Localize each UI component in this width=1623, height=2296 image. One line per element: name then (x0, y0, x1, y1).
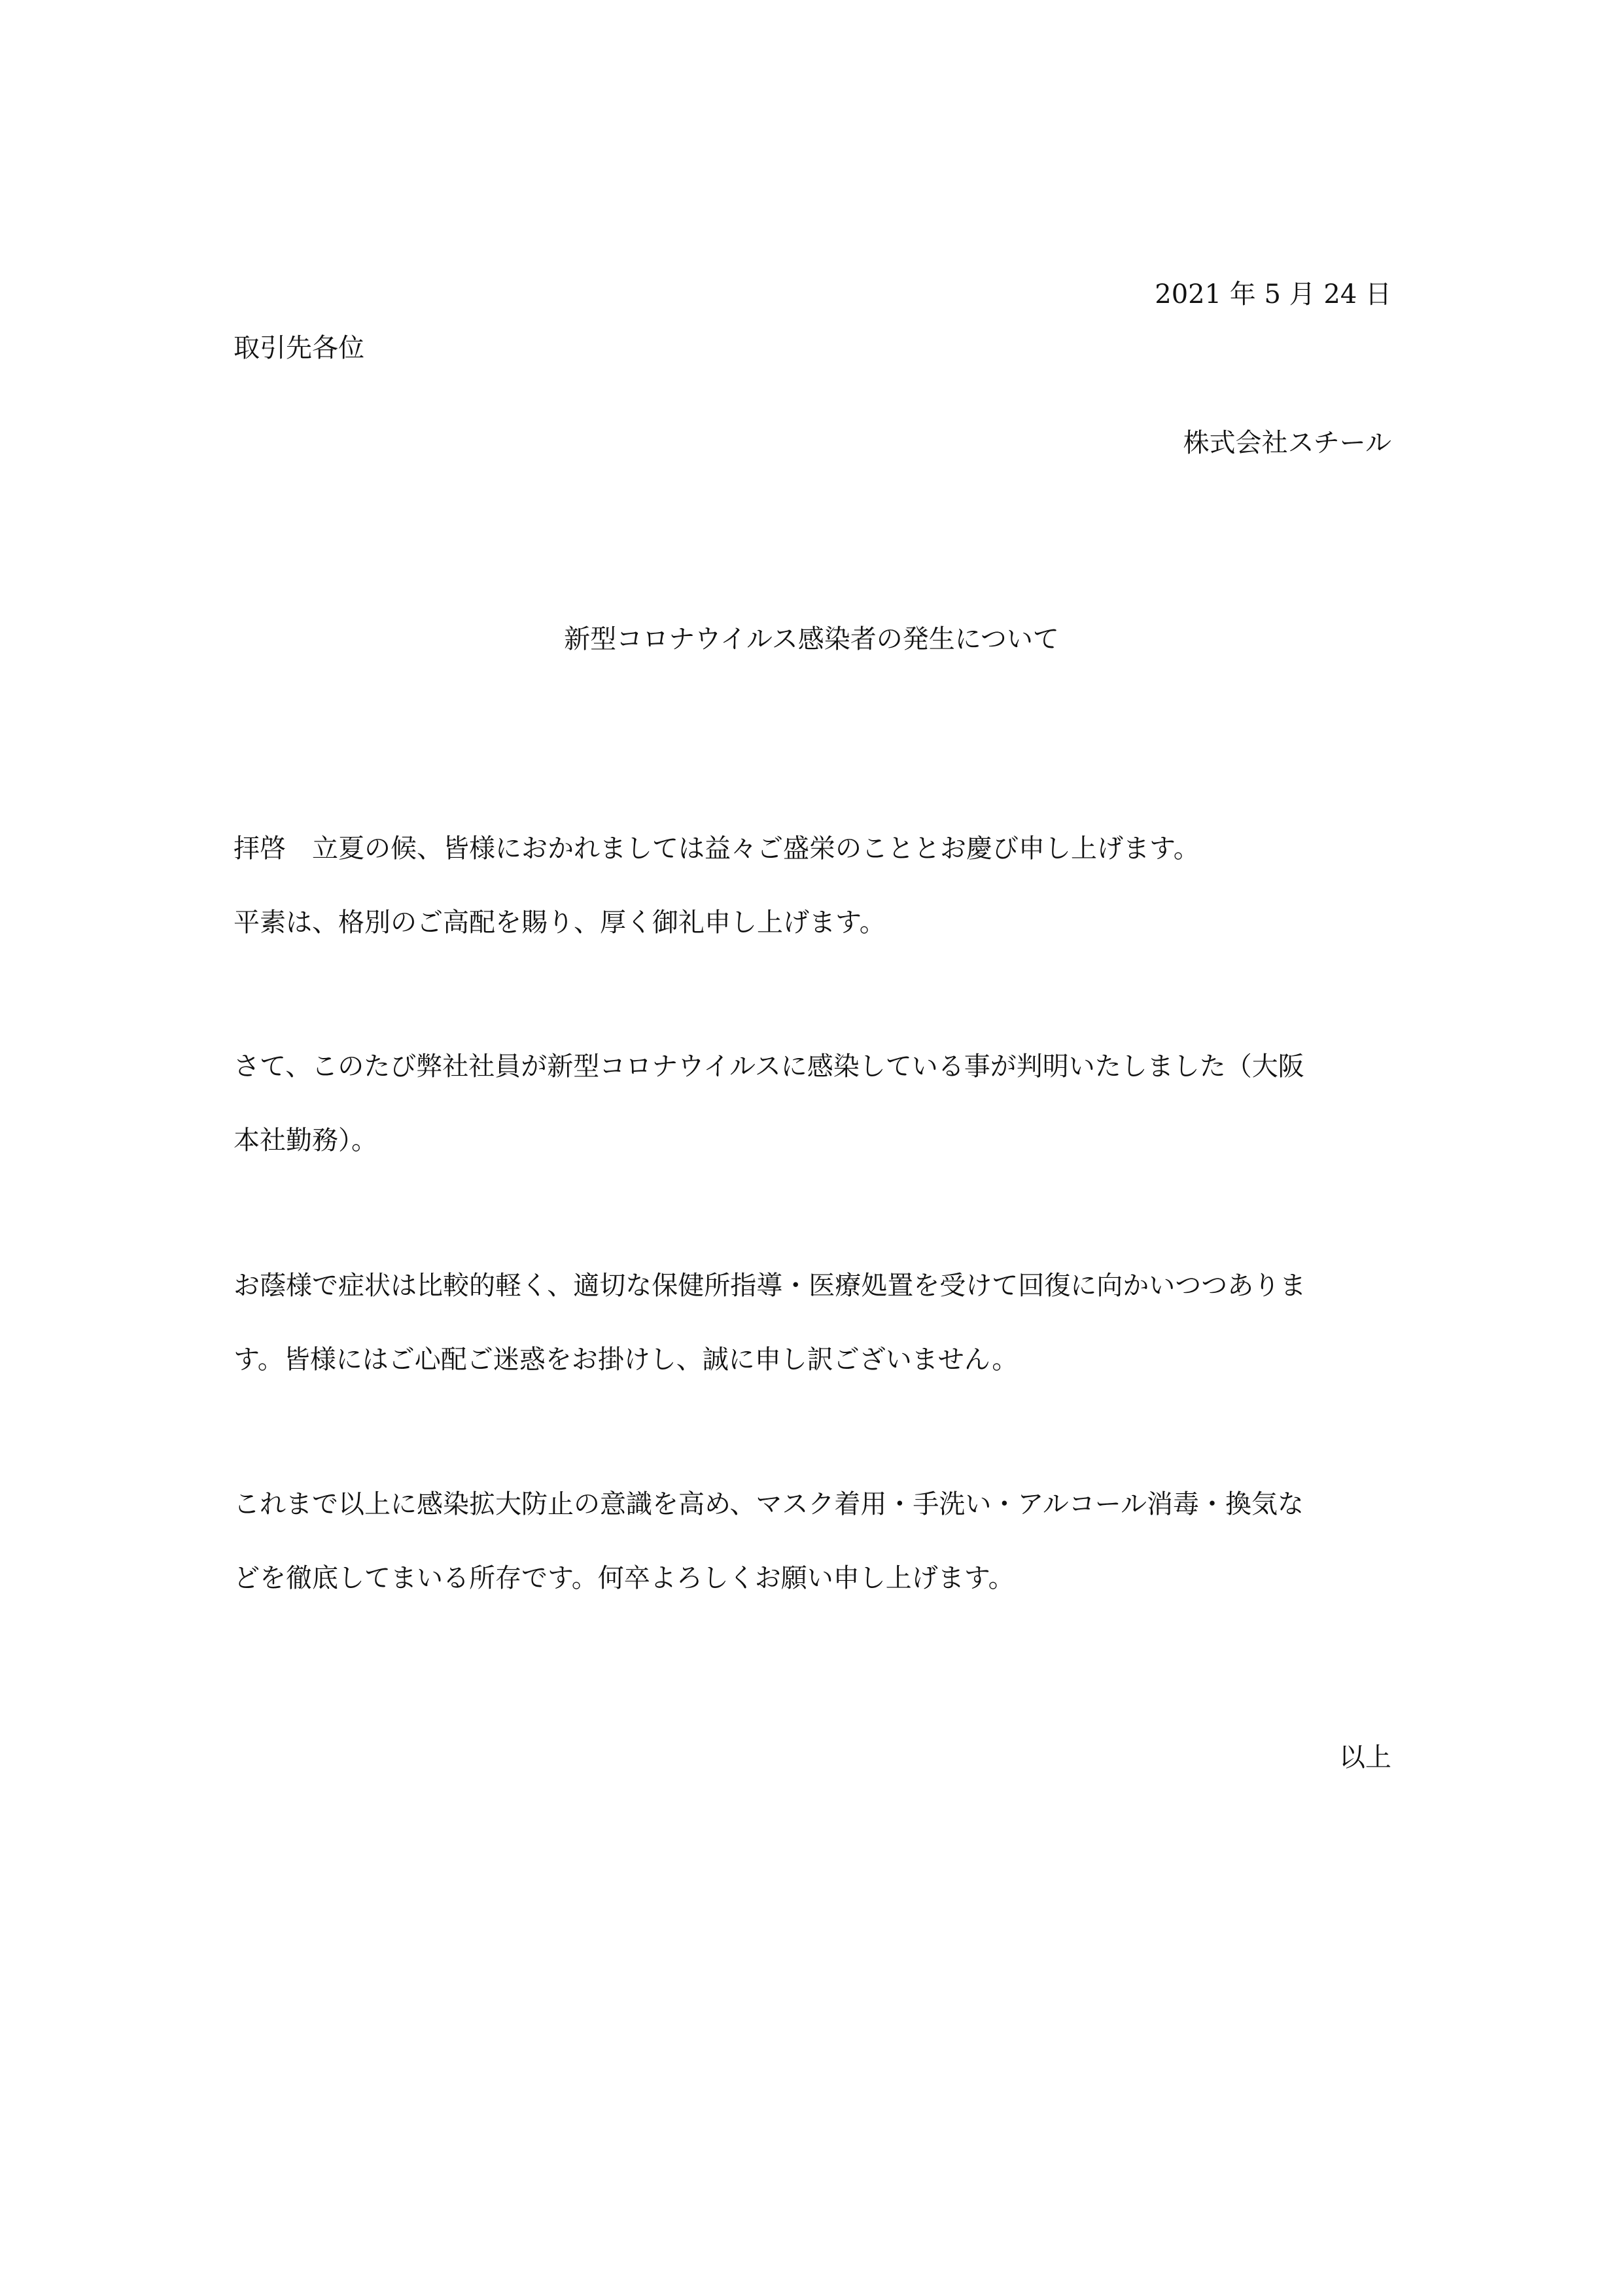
paragraph-1-line-1: さて、このたび弊社社員が新型コロナウイルスに感染している事が判明いたしました（大阪 (234, 1051, 1304, 1082)
letter-sender: 株式会社スチール (1183, 428, 1391, 458)
greeting-paragraph (234, 836, 1391, 936)
letter-recipient: 取引先各位 (234, 333, 364, 363)
letter-closing: 以上 (1339, 1742, 1391, 1773)
greeting-line-2: 平素は、格別のご高配を賜り、厚く御礼申し上げます。 (234, 908, 886, 938)
paragraph-2-line-2: す。皆様にはご心配ご迷惑をお掛けし、誠に申し訳ございません。 (234, 1345, 1019, 1375)
body-paragraph-3 (234, 1491, 1391, 1591)
paragraph-3-line-1: これまで以上に感染拡大防止の意識を高め、マスク着用・手洗い・アルコール消毒・換気な (234, 1489, 1304, 1519)
body-paragraph-1 (234, 1053, 1391, 1154)
greeting-line-1: 拝啓 立夏の候、皆様におかれましては益々ご盛栄のこととお慶び申し上げます。 (234, 834, 1200, 864)
body-paragraph-2 (234, 1273, 1391, 1373)
letter-date: 2021 年 5 月 24 日 (1155, 279, 1391, 309)
paragraph-3-line-2: どを徹底してまいる所存です。何卒よろしくお願い申し上げます。 (234, 1563, 1015, 1593)
paragraph-2-line-1: お蔭様で症状は比較的軽く、適切な保健所指導・医療処置を受けて回復に向かいつつありま (234, 1271, 1306, 1301)
letter-title: 新型コロナウイルス感染者の発生について (564, 624, 1059, 654)
paragraph-1-line-2: 本社勤務）。 (234, 1125, 377, 1156)
